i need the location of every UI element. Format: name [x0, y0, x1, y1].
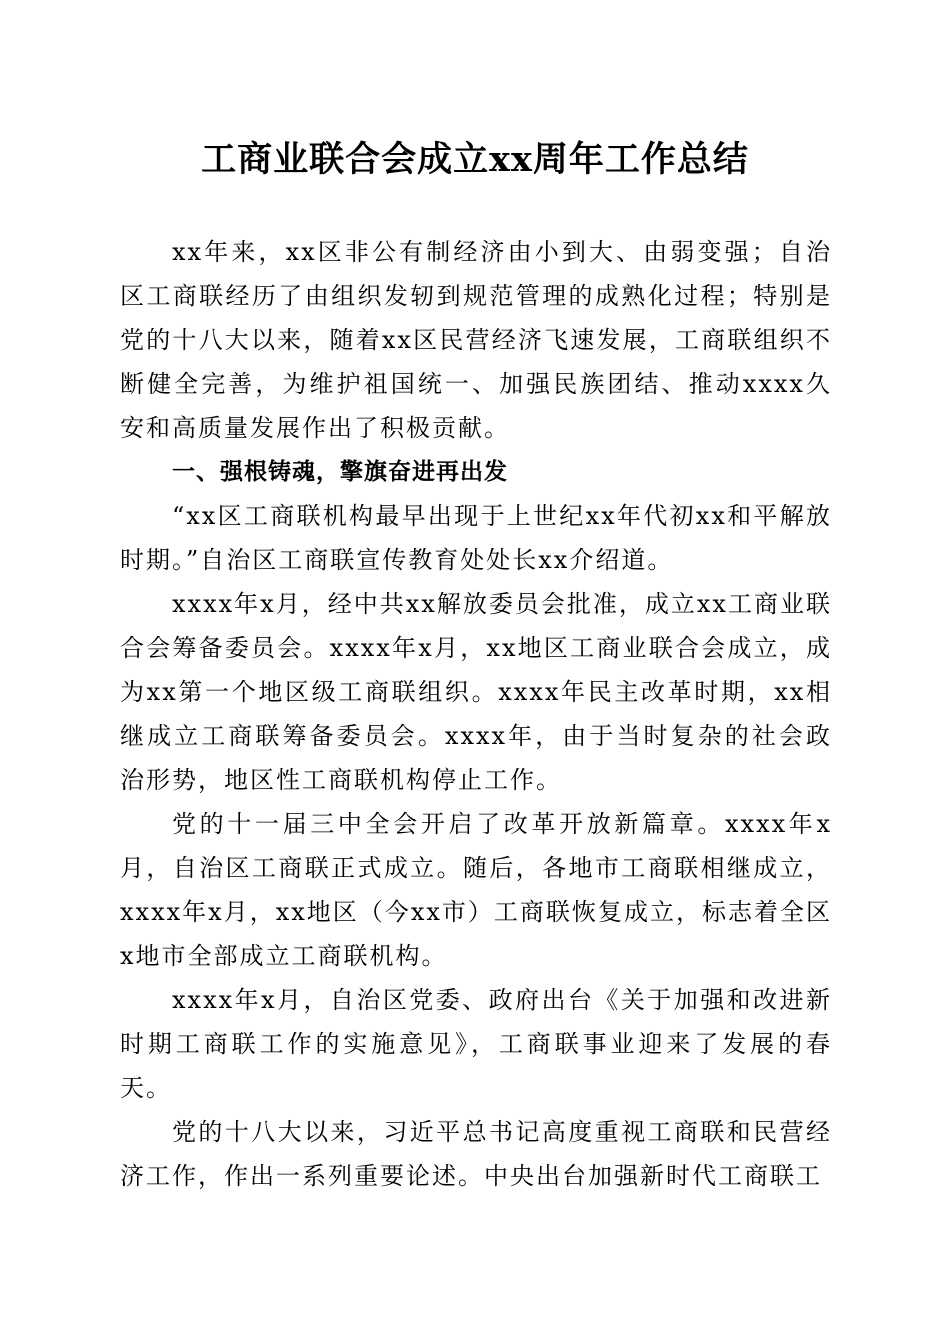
- document-title: 工商业联合会成立xx周年工作总结: [201, 139, 749, 180]
- paragraph-reform: 党的十一届三中全会开启了改革开放新篇章。xxxx年x月，自治区工商联正式成立。随后，各地市工商联相继成立，xxxx年x月，xx地区（今xx市）工商联恢复成立，标志着全区x地市全部成立工商联机构。: [120, 810, 832, 970]
- paragraph-policy: xxxx年x月，自治区党委、政府出台《关于加强和改进新时期工商联工作的实施意见》，工商联事业迎来了发展的春天。: [120, 986, 832, 1102]
- paragraph-new-era: 党的十八大以来，习近平总书记高度重视工商联和民营经济工作，作出一系列重要论述。中央出台加强新时代工商联工: [120, 1118, 832, 1190]
- document-body: [120, 230, 832, 1198]
- paragraph-history: xxxx年x月，经中共xx解放委员会批准，成立xx工商业联合会筹备委员会。xxxx年x月，xx地区工商业联合会成立，成为xx第一个地区级工商联组织。xxxx年民主改革时期，xx相继成立工商联筹备委员会。xxxx年，由于当时复杂的社会政治形势，地区性工商联机构停止工作。: [120, 590, 832, 794]
- paragraph-quote: “xx区工商联机构最早出现于上世纪xx年代初xx和平解放时期。”自治区工商联宣传教育处处长xx介绍道。: [120, 502, 832, 574]
- section-heading: 一、强根铸魂，擎旗奋进再出发: [172, 459, 508, 485]
- paragraph-intro: xx年来，xx区非公有制经济由小到大、由弱变强；自治区工商联经历了由组织发轫到规范管理的成熟化过程；特别是党的十八大以来，随着xx区民营经济飞速发展，工商联组织不断健全完善，为维护祖国统一、加强民族团结、推动xxxx久安和高质量发展作出了积极贡献。: [120, 238, 832, 442]
